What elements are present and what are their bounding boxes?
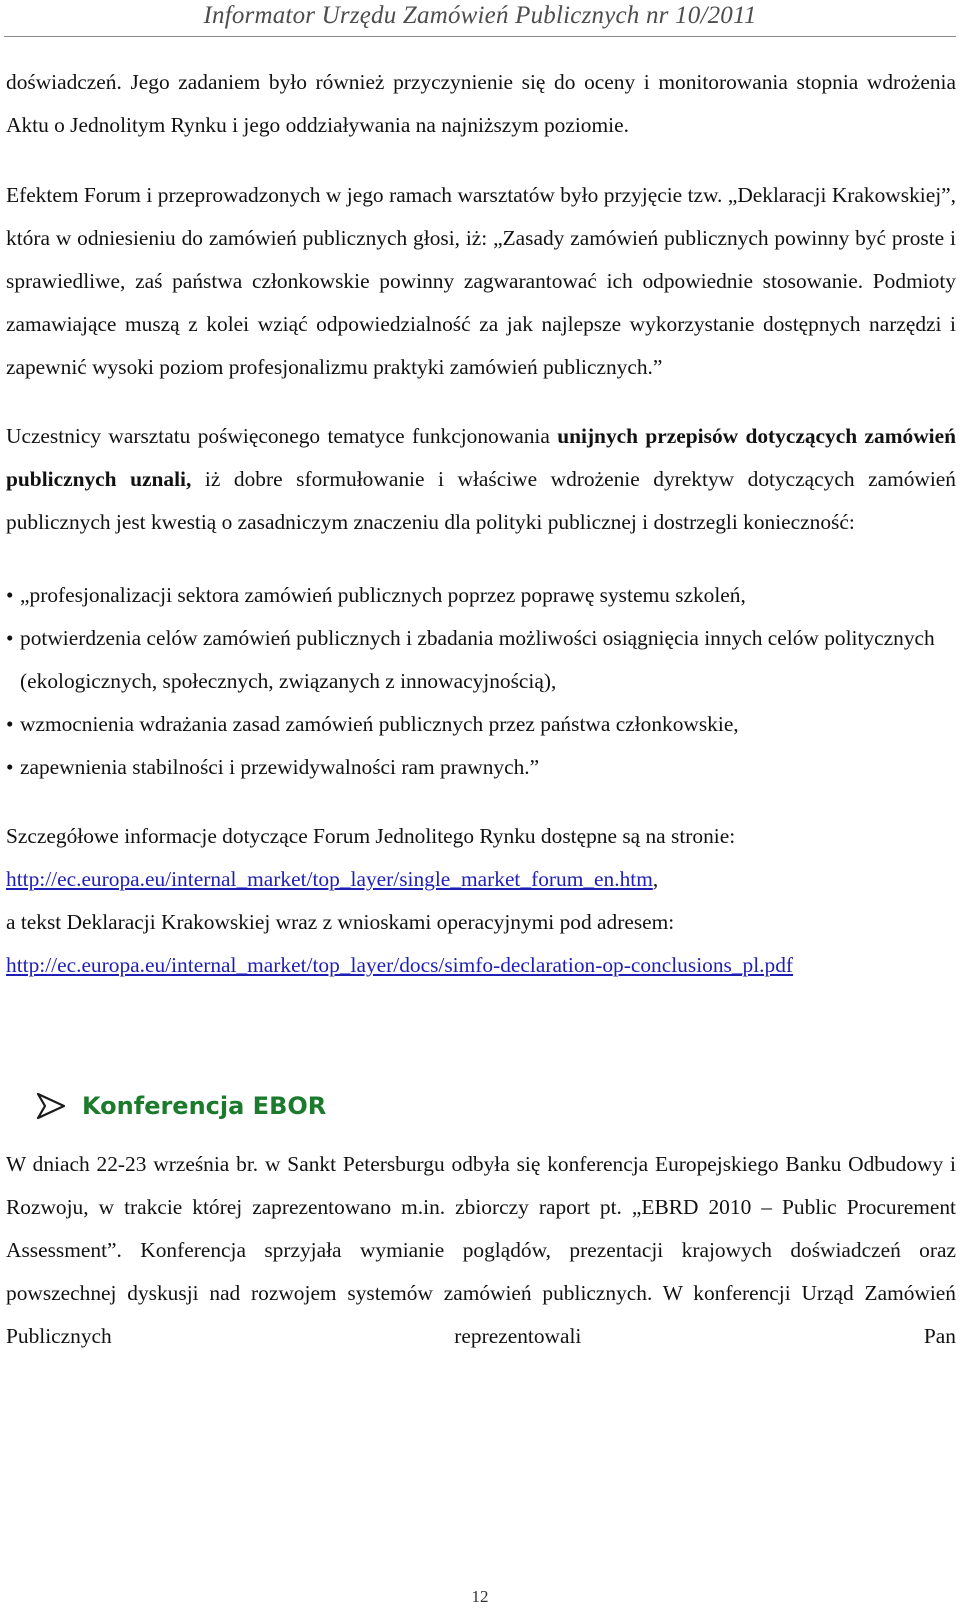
declaration-link[interactable]: http://ec.europa.eu/internal_market/top_layer/docs/simfo-declaration-op-conclusions_pl.pdf [6, 953, 794, 977]
workshop-text-bold: unijnych przepisów dotyczących zamówień publicznych uznali, [6, 424, 956, 491]
bullet-icon: • [6, 755, 14, 779]
list-item-text: „profesjonalizacji sektora zamówień publicznych poprzez poprawę systemu szkoleń, [20, 583, 746, 607]
header-divider [4, 36, 956, 37]
section-heading [6, 1082, 956, 1129]
workshop-text-before: Uczestnicy warsztatu poświęconego tematyce funkcjonowania [6, 424, 558, 448]
paragraph-krakow-declaration: Efektem Forum i przeprowadzonych w jego ramach warsztatów było przyjęcie tzw. „Deklaracji Krakowskiej”, która w odniesieniu do zamówień publicznych głosi, iż: „Zasady zamówień publicznych powinny być proste i sprawiedliwe, zaś państwa członkowskie powinny zagwarantować ich odpowiednie stosowanie. Podmioty zamawiające muszą z kolei wziąć odpowiedzialność za jak najlepsze wykorzystanie dostępnych narzędzi i zapewnić wysoki poziom profesjonalizmu praktyki zamówień publicznych.” [6, 183, 956, 379]
list-item [6, 746, 956, 789]
page-number: 12 [471, 1587, 489, 1606]
necessity-list [6, 574, 956, 789]
list-item-text: potwierdzenia celów zamówień publicznych i zbadania możliwości osiągnięcia innych celów politycznych (ekologicznych, społecznych, związanych z innowacyjnością), [20, 626, 935, 693]
arrow-bullet-icon [34, 1091, 70, 1121]
workshop-text-after: iż dobre sformułowanie i właściwe wdrożenie dyrektyw dotyczących zamówień publicznych jest kwestią o zasadniczym znaczeniu dla polityki publicznej i dostrzegli konieczność: [6, 467, 956, 534]
list-item-text: wzmocnienia wdrażania zasad zamówień publicznych przez państwa członkowskie, [20, 712, 739, 736]
section-title: Konferencja EBOR [82, 1091, 327, 1120]
forum-link[interactable]: http://ec.europa.eu/internal_market/top_layer/single_market_forum_en.htm [6, 867, 653, 891]
paragraph-workshop-participants [6, 415, 956, 544]
bullet-icon: • [6, 712, 14, 736]
forum-link-line [6, 858, 956, 901]
paragraph-intro: doświadczeń. Jego zadaniem było również przyczynienie się do oceny i monitorowania stopnia wdrożenia Aktu o Jednolitym Rynku i jego oddziaływania na najniższym poziomie. [6, 70, 956, 137]
list-item [6, 703, 956, 746]
running-header: Informator Urzędu Zamówień Publicznych nr 10/2011 [203, 2, 757, 29]
declaration-link-line [6, 944, 956, 987]
declaration-info-line: a tekst Deklaracji Krakowskiej wraz z wnioskami operacyjnymi pod adresem: [6, 910, 675, 934]
bullet-icon: • [6, 583, 14, 607]
forum-link-suffix: , [652, 867, 659, 891]
list-item-text: zapewnienia stabilności i przewidywalności ram prawnych.” [20, 755, 540, 779]
bullet-icon: • [6, 626, 14, 650]
paragraph-ebrd-conference: W dniach 22-23 września br. w Sankt Petersburgu odbyła się konferencja Europejskiego Banku Odbudowy i Rozwoju, w trakcie której zaprezentowano m.in. zbiorczy raport pt. „EBRD 2010 – Public Procurement Assessment”. Konferencja sprzyjała wymianie poglądów, prezentacji krajowych doświadczeń oraz powszechnej dyskusji nad rozwojem systemów zamówień publicznych. W konferencji Urząd Zamówień Publicznych reprezentowali Pan [6, 1152, 956, 1348]
list-item [6, 574, 956, 617]
list-item [6, 617, 956, 703]
page-content [6, 61, 956, 1358]
forum-info-line: Szczegółowe informacje dotyczące Forum Jednolitego Rynku dostępne są na stronie: [6, 824, 736, 848]
